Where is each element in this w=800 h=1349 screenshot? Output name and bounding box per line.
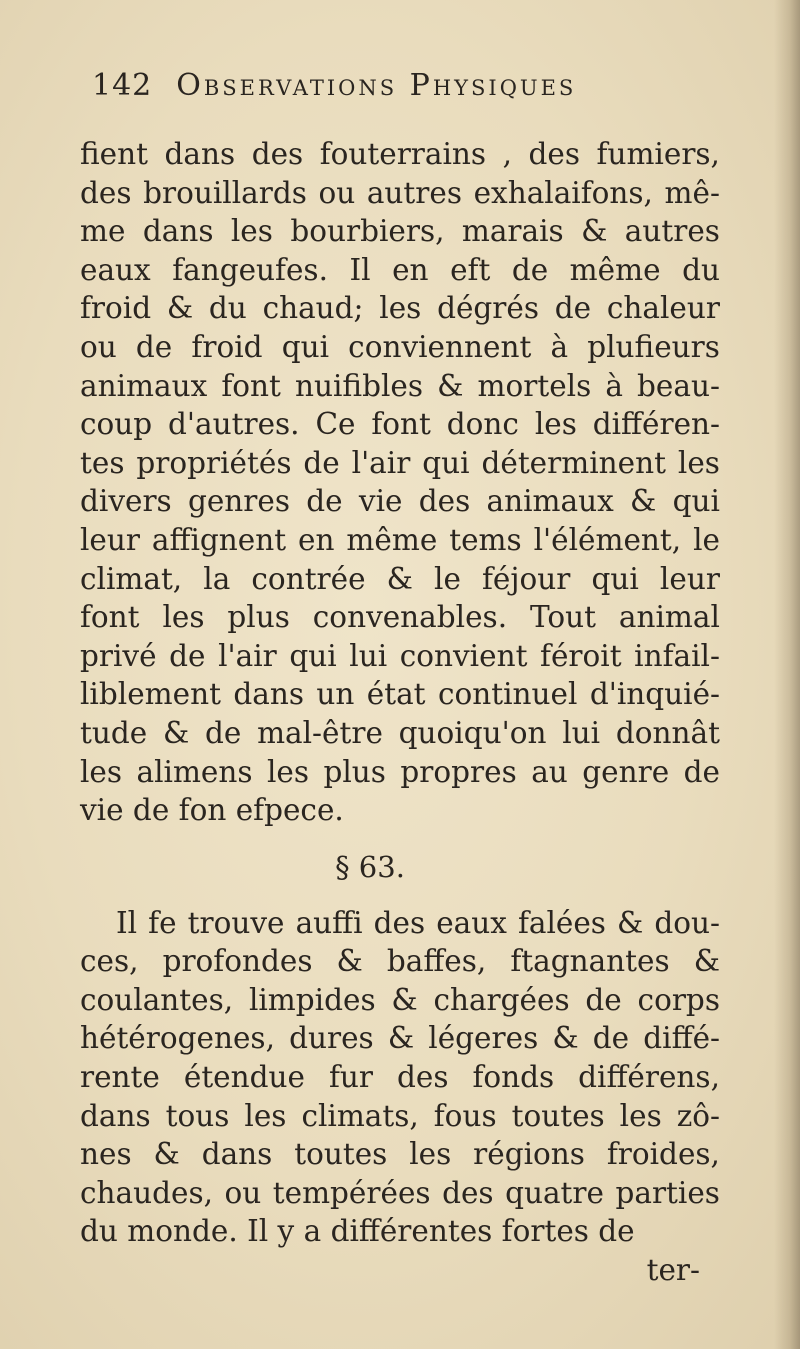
text-line: du monde. Il y a différentes fortes de bbox=[80, 1214, 635, 1249]
body-text bbox=[80, 135, 720, 1290]
text-line: coulantes, limpides & chargées de corps bbox=[80, 982, 720, 1017]
text-line: privé de l'air qui lui convient féroit infail- bbox=[80, 638, 720, 673]
text-line: ces, profondes & baffes, ftagnantes & bbox=[80, 944, 720, 979]
text-line: chaudes, ou tempérées des quatre parties bbox=[80, 1175, 720, 1210]
text-line: les alimens les plus propres au genre de bbox=[80, 754, 720, 789]
text-line: ou de froid qui conviennent à plufieurs bbox=[80, 329, 720, 364]
text-line: fient dans des fouterrains , des fumiers, bbox=[80, 137, 720, 171]
text-line: divers genres de vie des animaux & qui bbox=[80, 484, 720, 519]
text-line: me dans les bourbiers, marais & autres bbox=[80, 214, 720, 249]
paragraph-1 bbox=[80, 135, 720, 830]
text-line: liblement dans un état continuel d'inquié- bbox=[80, 677, 720, 712]
section-heading: § 63. bbox=[335, 849, 405, 884]
text-line: froid & du chaud; les dégrés de chaleur bbox=[80, 291, 720, 326]
page-gutter-shadow bbox=[774, 0, 800, 1349]
catchword: ter- bbox=[646, 1253, 700, 1288]
running-head: Observations Physiques bbox=[176, 68, 577, 103]
paragraph-2 bbox=[80, 904, 720, 1251]
text-line: dans tous les climats, fous toutes les zô- bbox=[80, 1098, 720, 1133]
text-line: des brouillards ou autres exhalaifons, mê- bbox=[80, 175, 720, 210]
text-line: font les plus convenables. Tout animal bbox=[80, 600, 720, 635]
page-header bbox=[92, 68, 692, 112]
text-line: hétérogenes, dures & légeres & de diffé- bbox=[80, 1021, 720, 1056]
text-line: vie de fon efpece. bbox=[80, 793, 344, 828]
text-line: tes propriétés de l'air qui déterminent les bbox=[80, 445, 720, 480]
text-line: climat, la contrée & le féjour qui leur bbox=[80, 561, 720, 596]
text-line: rente étendue fur des fonds différens, bbox=[80, 1060, 720, 1095]
text-line: animaux font nuifibles & mortels à beau- bbox=[80, 368, 720, 403]
text-line: Il fe trouve auffi des eaux falées & dou- bbox=[116, 905, 720, 940]
text-line: eaux fangeufes. Il en eft de même du bbox=[80, 252, 720, 287]
text-line: tude & de mal-être quoiqu'on lui donnât bbox=[80, 715, 720, 750]
page-number: 142 bbox=[92, 68, 153, 103]
text-line: coup d'autres. Ce font donc les différen- bbox=[80, 407, 720, 442]
text-line: leur affignent en même tems l'élément, le bbox=[80, 522, 720, 557]
text-line: nes & dans toutes les régions froides, bbox=[80, 1137, 720, 1172]
